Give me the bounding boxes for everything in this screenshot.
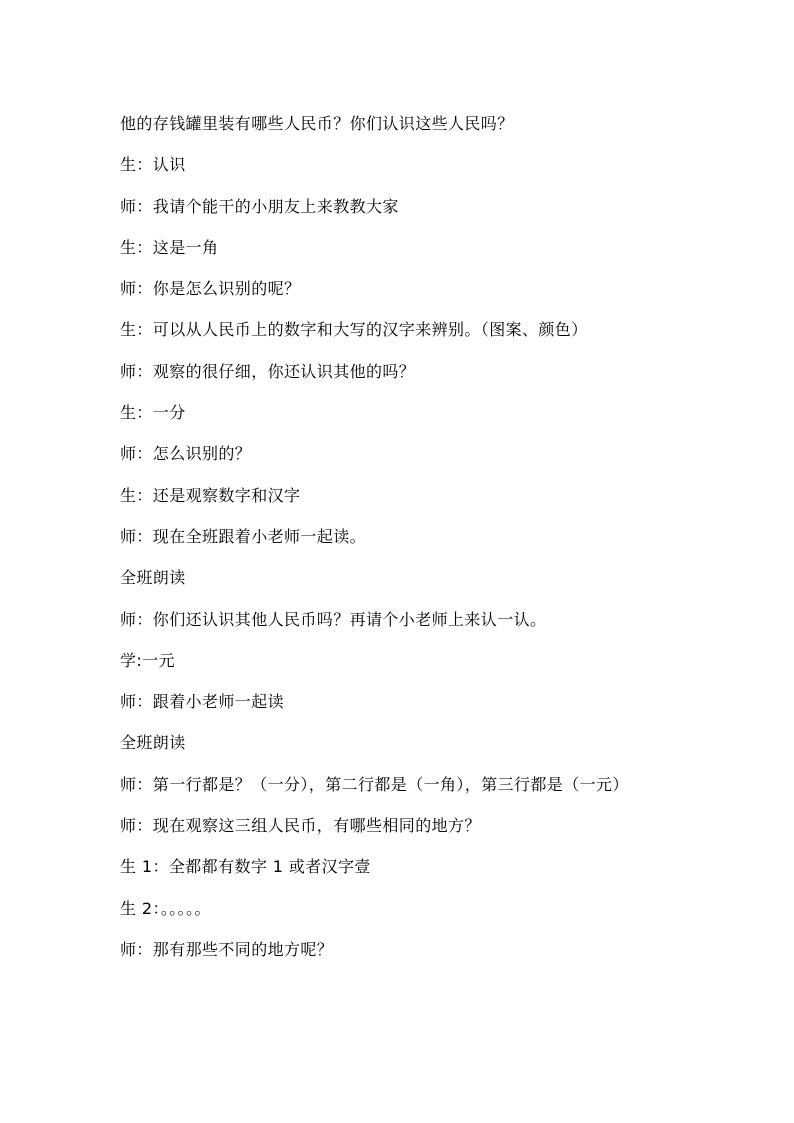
text-line-11: 师：现在全班跟着小老师一起读。 bbox=[120, 526, 367, 546]
text-line-1: 他的存钱罐里装有哪些人民币？你们认识这些人民吗？ bbox=[120, 114, 514, 133]
text-line-8: 生：一分 bbox=[120, 403, 186, 423]
text-line-19: 生 1：全都都有数字 1 或者汉字壹 bbox=[120, 857, 371, 877]
text-line-12: 全班朗读 bbox=[120, 568, 186, 588]
text-line-9: 师：怎么识别的？ bbox=[120, 444, 252, 464]
text-line-7: 师：观察的很仔细，你还认识其他的吗？ bbox=[120, 361, 416, 381]
text-line-18: 师：现在观察这三组人民币，有哪些相同的地方？ bbox=[120, 816, 481, 836]
text-line-3: 师：我请个能干的小朋友上来教教大家 bbox=[120, 196, 399, 216]
text-line-10: 生：还是观察数字和汉字 bbox=[120, 485, 301, 505]
text-line-15: 师：跟着小老师一起读 bbox=[120, 692, 285, 712]
text-line-16: 全班朗读 bbox=[120, 733, 186, 753]
text-line-20: 生 2：。。。。。 bbox=[120, 898, 211, 918]
text-line-17: 师：第一行都是？（一分），第二行都是（一角），第三行都是（一元） bbox=[120, 774, 629, 794]
text-line-2: 生：认识 bbox=[120, 155, 186, 175]
text-line-14: 学:一元 bbox=[120, 650, 175, 670]
text-line-6: 生：可以从人民币上的数字和大写的汉字来辨别。（图案、颜色） bbox=[120, 320, 588, 340]
document-body bbox=[120, 103, 680, 970]
text-line-5: 师：你是怎么识别的呢？ bbox=[120, 279, 301, 299]
text-line-21: 师：那有那些不同的地方呢？ bbox=[120, 939, 334, 959]
text-line-13: 师：你们还认识其他人民币吗？再请个小老师上来认一认。 bbox=[120, 609, 547, 629]
text-line-4: 生：这是一角 bbox=[120, 237, 219, 257]
